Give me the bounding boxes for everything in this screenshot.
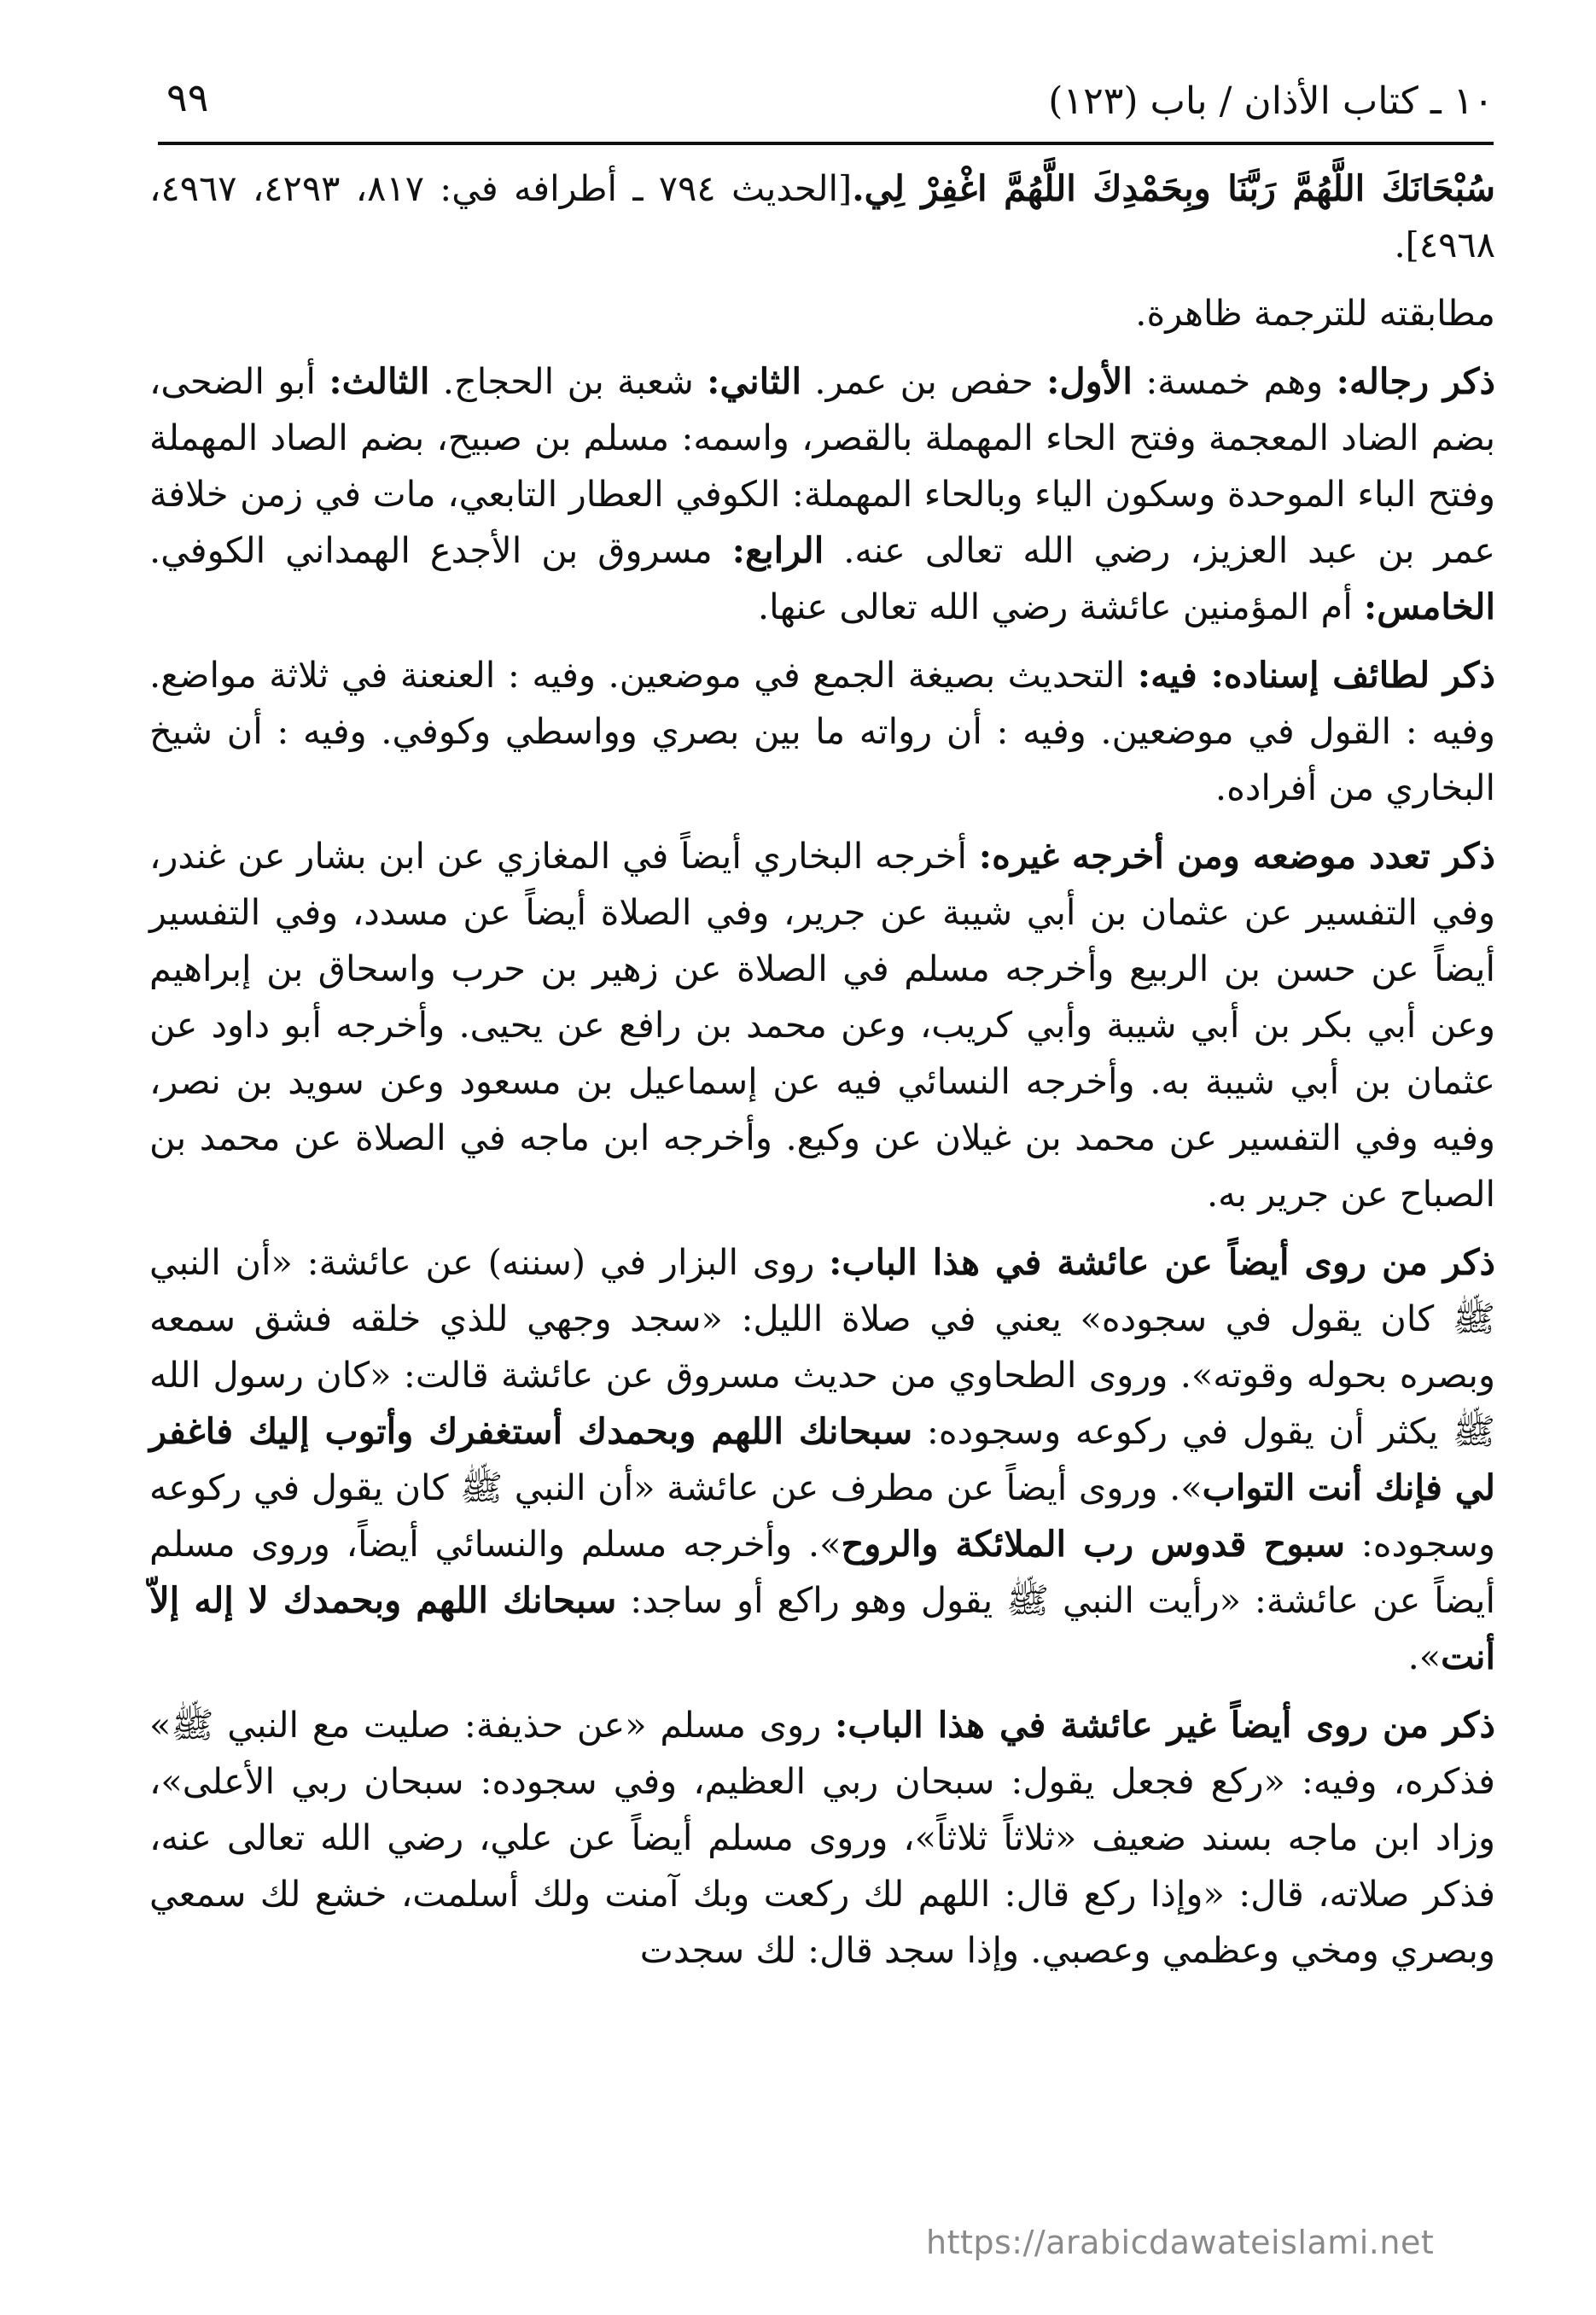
paragraph-text: شعبة بن الحجاج. xyxy=(429,360,708,402)
section-heading: ذكر لطائف إسناده: فيه: xyxy=(1137,654,1496,696)
other-narrations-paragraph xyxy=(149,828,1495,1222)
section-heading: ذكر رجاله: xyxy=(1336,360,1495,402)
narrator-label-fifth: الخامس: xyxy=(1363,586,1495,627)
page-header xyxy=(158,73,1494,141)
narrator-label-second: الثاني: xyxy=(707,360,801,402)
narrator-label-first: الأول: xyxy=(1046,360,1133,402)
paragraph-text: روى مسلم «عن حذيفة: صليت مع النبي ﷺ» فذكره، وفيه: «ركع فجعل يقول: سبحان ربي العظيم، وفي سجوده: سبحان ربي الأعلى»، وزاد ابن ماجه بسند ضعيف «ثلاثاً ثلاثاً»، وروى مسلم أيضاً عن علي، رضي الله تعالى عنه، فذكر صلاته، قال: «وإذا ركع قال: اللهم لك ركعت وبك آمنت ولك أسلمت، خشع لك سمعي وبصري ومخي وعظمي وعصبي. وإذا سجد قال: لك سجدت xyxy=(149,1704,1495,1971)
supplication-text: سبحانك اللهم وبحمدك أستغفرك وأتوب إليك فاغفر لي فإنك أنت التواب xyxy=(149,1410,1496,1508)
paragraph-text: التحديث بصيغة الجمع في موضعين. وفيه : العنعنة في ثلاثة مواضع. وفيه : القول في موضعين. وفيه : أن رواته ما بين بصري وواسطي وكوفي. وفيه : أن شيخ البخاري من أفراده. xyxy=(149,654,1495,808)
paragraph-text: مطابقته للترجمة ظاهرة. xyxy=(1135,292,1495,334)
page-number: ٩٩ xyxy=(166,74,209,120)
watermark-url: https://arabicdawateislami.net xyxy=(926,2224,1435,2261)
paragraph-text: ». xyxy=(1407,1636,1442,1677)
paragraph-text: حفص بن عمر. xyxy=(801,360,1047,402)
paragraph-text: روى البزار في (سننه) عن عائشة: «أن النبي ﷺ كان يقول في سجوده» يعني في صلاة الليل: «سجد وجهي للذي خلقه فشق سمعه وبصره بحوله وقوته». وروى الطحاوي من حديث مسروق عن عائشة قالت: «كان رسول الله ﷺ يكثر أن يقول في ركوعه وسجوده: xyxy=(149,1241,1495,1452)
paragraph-text: ». وروى أيضاً عن مطرف عن عائشة «أن النبي ﷺ كان يقول في ركوعه وسجوده: xyxy=(149,1467,1495,1565)
section-heading: ذكر تعدد موضعه ومن أخرجه غيره: xyxy=(978,835,1495,877)
correspondence-paragraph xyxy=(149,285,1495,341)
paragraph-text: أبو الضحى، بضم الضاد المعجمة وفتح الحاء المهملة بالقصر، واسمه: مسلم بن صبيح، بضم الصاد المهملة وفتح الباء الموحدة وسكون الياء وبالحاء المهملة: الكوفي العطار التابعي، مات في زمن خلافة عمر بن عبد العزيز، رضي الله تعالى عنه. xyxy=(149,360,1495,571)
section-heading: ذكر من روى أيضاً عن عائشة في هذا الباب: xyxy=(829,1241,1495,1283)
hadith-reference: [الحديث ٧٩٤ ـ أطرافه في: ٨١٧، ٤٢٩٣، ٤٩٦٧، ٤٩٦٨]. xyxy=(149,167,1495,265)
isnad-subtleties-paragraph xyxy=(149,647,1495,816)
paragraph-text: أم المؤمنين عائشة رضي الله تعالى عنها. xyxy=(757,586,1364,627)
narrator-label-fourth: الرابع: xyxy=(731,529,824,571)
header-rule xyxy=(158,142,1494,145)
narrator-label-third: الثالث: xyxy=(329,360,430,402)
non-aisha-narrations-paragraph xyxy=(149,1697,1495,1979)
paragraph-text: أخرجه البخاري أيضاً في المغازي عن ابن بشار عن غندر، وفي التفسير عن عثمان بن أبي شيبة عن جرير، وفي الصلاة أيضاً عن مسدد، وفي التفسير أيضاً عن حسن بن الربيع وأخرجه مسلم في الصلاة عن زهير بن حرب واسحاق بن إبراهيم وعن أبي بكر بن أبي شيبة وأبي كريب، وعن محمد بن رافع عن يحيى. وأخرجه أبو داود عن عثمان بن أبي شيبة به. وأخرجه النسائي فيه عن إسماعيل بن مسعود وعن سويد بن نصر، وفيه وفي التفسير عن محمد بن غيلان عن وكيع. وأخرجه ابن ماجه في الصلاة عن محمد بن الصباح عن جرير به. xyxy=(149,835,1495,1215)
supplication-text: سبوح قدوس رب الملائكة والروح xyxy=(841,1523,1346,1565)
paragraph-text: وهم خمسة: xyxy=(1132,360,1337,402)
page-body xyxy=(149,160,1495,1979)
aisha-narrations-paragraph xyxy=(149,1234,1495,1685)
paragraph-text: ». وأخرجه مسلم والنسائي أيضاً، وروى مسلم أيضاً عن عائشة: «رأيت النبي ﷺ يقول وهو راكع أو ساجد: xyxy=(149,1523,1495,1621)
narrators-paragraph xyxy=(149,353,1495,635)
supplication-text: سُبْحَانَكَ اللَّهُمَّ رَبَّنَا وبِحَمْدِكَ اللَّهُمَّ اغْفِرْ لِي. xyxy=(852,167,1495,209)
section-heading: ذكر من روى أيضاً غير عائشة في هذا الباب: xyxy=(835,1704,1495,1746)
paragraph-text: مسروق بن الأجدع الهمداني الكوفي. xyxy=(149,529,732,571)
supplication-text: سبحانك اللهم وبحمدك لا إله إلاّ أنت xyxy=(149,1579,1495,1677)
hadith-text-paragraph xyxy=(149,160,1495,273)
chapter-title: ١٠ ـ كتاب الأذان / باب (١٢٣) xyxy=(1048,79,1494,123)
